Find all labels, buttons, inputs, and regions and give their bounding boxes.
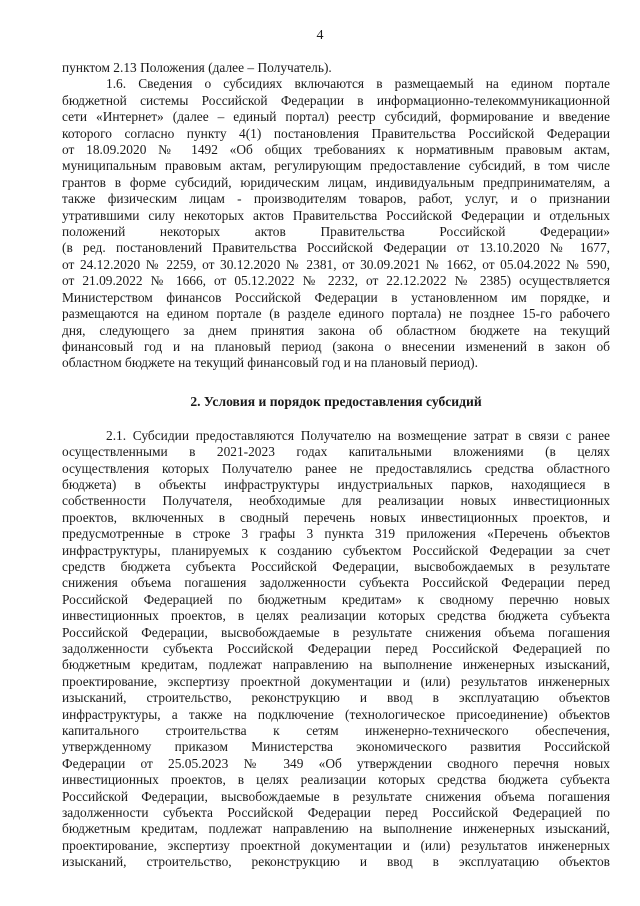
text-line: (в ред. постановлений Правительства Российской Федерации от 13.10.2020 № 1677, <box>62 240 610 256</box>
text-line: средств бюджета субъекта Российской Федерации, высвобождаемых в результате <box>62 558 610 574</box>
text-line: Российской Федерацией по бюджетным кредитам» к сводному перечню новых <box>62 591 610 607</box>
paragraph-2-1 <box>62 428 610 871</box>
page-number: 4 <box>316 28 324 43</box>
text-line: от 21.09.2022 № 1666, от 05.12.2022 № 2232, от 22.12.2022 № 2385) осуществляется <box>62 273 610 289</box>
text-line: Российской Федерации, высвобождаемые в результате снижения объема погашения <box>62 788 610 804</box>
text-line: утвержденному приказом Министерства экономического развития Российской <box>62 739 610 755</box>
text-line: собственности Получателя, необходимые для реализации новых инвестиционных <box>62 493 610 509</box>
text-line: задолженности субъекта Российской Федерации перед Российской Федерацией по <box>62 641 610 656</box>
text-line: изысканий, строительство, реконструкцию и ввод в эксплуатацию объектов <box>62 854 610 870</box>
text-line: областном бюджете на текущий финансовый год и на плановый период). <box>62 355 478 371</box>
text-line: Федерации от 25.05.2023 № 349 «Об утверждении сводного перечня новых <box>62 755 610 771</box>
text-line: проектирование, экспертизу проектной документации и (или) результатов инженерных <box>62 673 610 689</box>
text-line: проектирование, экспертизу проектной документации и (или) результатов инженерных <box>62 837 610 853</box>
text-line: бюджетной системы Российской Федерации в информационно-телекоммуникационной <box>62 92 610 108</box>
text-line: Российской Федерации, высвобождаемые в результате снижения объема погашения <box>62 624 610 640</box>
text-line: проектов, включенных в сводный перечень новых инвестиционных проектов, и <box>62 509 610 525</box>
text-line: снижения объема погашения задолженности субъекта Российской Федерации перед <box>62 575 610 591</box>
text-line: бюджетным кредитам, подлежат направлению на выполнение инженерных изысканий, <box>62 821 610 837</box>
text-line: капитального строительства к сетям инженерно-технического обеспечения, <box>62 723 610 739</box>
text-line: предусмотренные в строке 3 графы 3 пункта 319 приложения «Перечень объектов <box>62 526 610 542</box>
text-line: размещаются на едином портале (в разделе единого портала) не позднее 15-го рабочего <box>62 306 610 322</box>
text-line: инфраструктуры, планируемых к созданию субъектом Российской Федерации за счет <box>62 542 610 558</box>
text-line: Министерством финансов Российской Федерации в установленном им порядке, и <box>62 289 610 305</box>
text-line: также физическим лицам - производителям товаров, работ, услуг, и о признании <box>62 191 610 207</box>
text-line: инвестиционных проектов, в целях реализации которых средства бюджета субъекта <box>62 608 610 624</box>
text-line: дня, следующего за днем принятия закона об областном бюджете на текущий <box>62 322 610 338</box>
text-line: бюджетным кредитам, подлежат направлению на выполнение инженерных изысканий, <box>62 657 610 673</box>
text-line: от 24.12.2020 № 2259, от 30.12.2020 № 2381, от 30.09.2021 № 1662, от 05.04.2022 № 590, <box>62 256 610 272</box>
text-line: осуществленными в 2021-2023 годах капитальными вложениями (в целях <box>62 444 610 460</box>
text-line: финансовый год и на плановый период (закона о внесении изменений в закон об <box>62 338 610 354</box>
text-line: задолженности субъекта Российской Федерации перед Российской Федерацией по <box>62 805 610 821</box>
text-line: от 18.09.2020 № 1492 «Об общих требованиях к нормативным правовым актам, <box>62 142 610 158</box>
text-line: грантов в форме субсидий, юридическим лицам, индивидуальным предпринимателям, а <box>62 174 610 190</box>
text-line: пунктом 2.13 Положения (далее – Получатель). <box>62 60 332 75</box>
text-line: осуществления которых Получателю ранее не предоставлялись средства областного <box>62 460 610 476</box>
text-line: которого согласно пункту 4(1) постановления Правительства Российской Федерации <box>62 125 610 141</box>
text-line: 2.1. Субсидии предоставляются Получателю на возмещение затрат в связи с ранее <box>106 427 610 443</box>
paragraph-continuation <box>62 60 610 76</box>
paragraph-1-6 <box>62 76 610 371</box>
text-line: изысканий, строительство, реконструкцию и ввод в эксплуатацию объектов <box>62 690 610 706</box>
text-line: бюджета) в объекты инфраструктуры индустриальных парков, находящиеся в <box>62 476 610 492</box>
text-line: положений некоторых актов Правительства Российской Федерации» <box>62 224 610 240</box>
text-line: муниципальным правовым актам, регулирующим предоставление субсидий, в том числе <box>62 158 610 174</box>
text-line: инвестиционных проектов, в целях реализации которых средства бюджета субъекта <box>62 772 610 788</box>
text-line: сети «Интернет» (далее – единый портал) реестр субсидий, формирование и введение <box>62 109 610 125</box>
text-line: утратившими силу некоторых актов Правительства Российской Федерации и отдельных <box>62 207 610 223</box>
document-body <box>62 60 610 871</box>
text-line: инфраструктуры, а также на подключение (технологическое присоединение) объектов <box>62 706 610 722</box>
section-heading: 2. Условия и порядок предоставления субсидий <box>190 393 482 409</box>
text-line: 1.6. Сведения о субсидиях включаются в размещаемый на едином портале <box>106 76 610 92</box>
